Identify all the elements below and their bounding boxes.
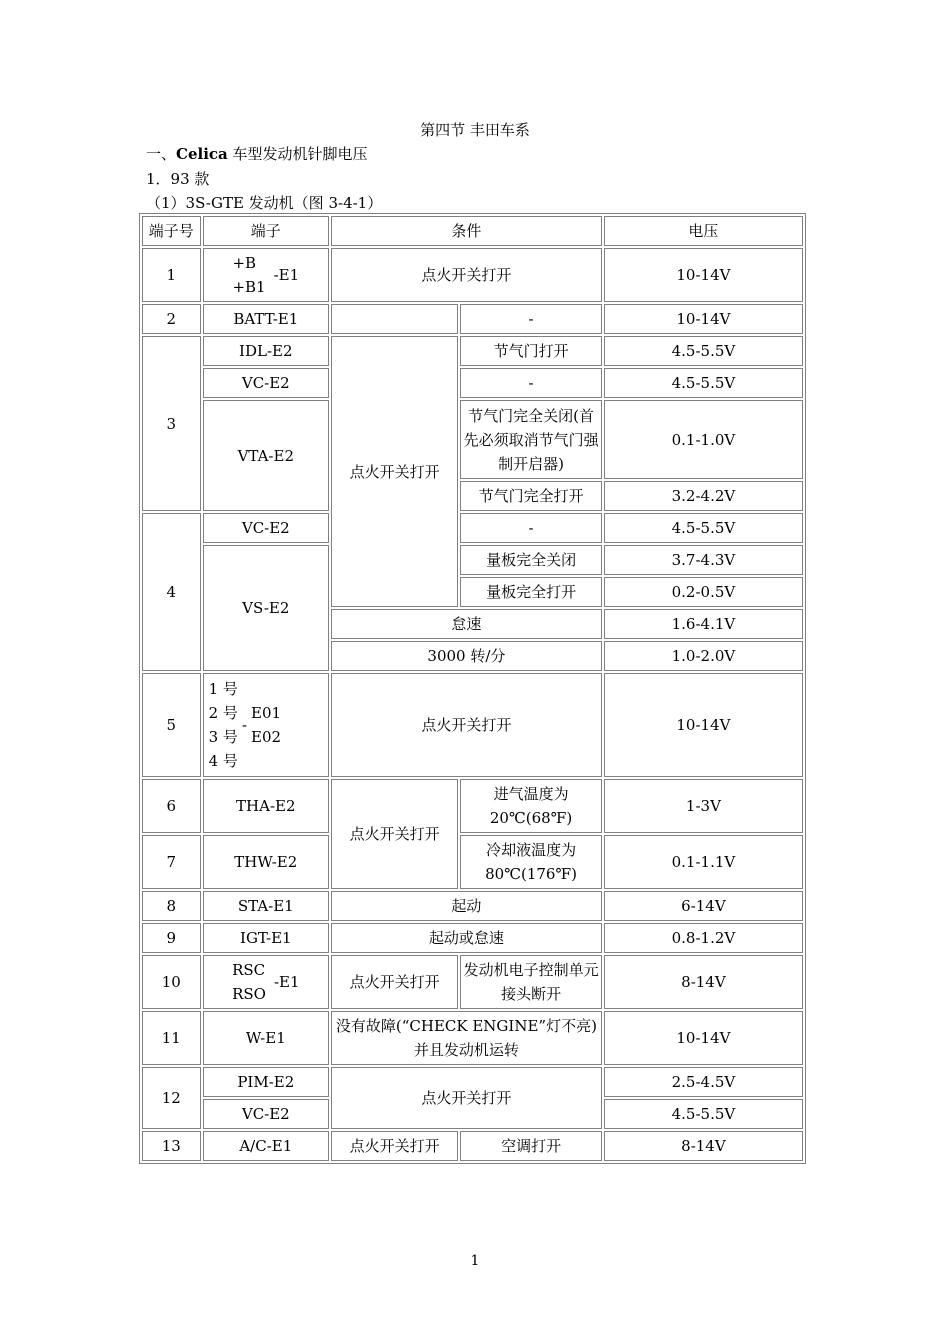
cell-voltage: 10-14V: [604, 248, 803, 302]
cell-terminal: THA-E2: [203, 779, 329, 833]
terminal-dash: -: [241, 716, 248, 734]
subsection-heading: 1．93 款: [146, 170, 210, 188]
table-row: [142, 1011, 803, 1065]
cell-voltage: 3.7-4.3V: [604, 545, 803, 575]
cell-voltage: 10-14V: [604, 673, 803, 777]
cell-no: 4: [142, 513, 201, 671]
cell-terminal: THW-E2: [203, 835, 329, 889]
cell-terminal: VC-E2: [203, 513, 329, 543]
cell-condition: 发动机电子控制单元接头断开: [460, 955, 602, 1009]
cell-condition: 节气门打开: [460, 336, 602, 366]
pin-voltage-table: [139, 213, 806, 1164]
cell-voltage: 4.5-5.5V: [604, 513, 803, 543]
cell-terminal: A/C-E1: [203, 1131, 329, 1161]
cell-no: 9: [142, 923, 201, 953]
cell-condition: 3000 转/分: [331, 641, 602, 671]
cell-condition: -: [460, 513, 602, 543]
terminal-b1: +B1: [232, 278, 266, 296]
cell-voltage: 0.1-1.0V: [604, 400, 803, 479]
terminal-rso: RSO: [232, 985, 266, 1003]
section-heading-model: Celica: [176, 145, 228, 163]
terminal-e02: E02: [251, 728, 282, 746]
cell-no: 7: [142, 835, 201, 889]
cell-terminal: IGT-E1: [203, 923, 329, 953]
table-row: [142, 248, 803, 302]
cell-voltage: 1.0-2.0V: [604, 641, 803, 671]
cell-condition: 起动或怠速: [331, 923, 602, 953]
cell-condition: 点火开关打开: [331, 1067, 602, 1129]
cell-terminal: VC-E2: [203, 368, 329, 398]
cell-no: 1: [142, 248, 201, 302]
page-number: 1: [470, 1253, 480, 1269]
section-heading: [146, 144, 368, 164]
section-heading-prefix: 一、: [146, 145, 177, 163]
cell-no: 2: [142, 304, 201, 334]
cell-voltage: 4.5-5.5V: [604, 368, 803, 398]
cell-terminal: VTA-E2: [203, 400, 329, 511]
cell-condition: 没有故障(“CHECK ENGINE”灯不亮)并且发动机运转: [331, 1011, 602, 1065]
terminal-suffix: -E1: [273, 973, 300, 991]
cell-terminal: VC-E2: [203, 1099, 329, 1129]
terminal-rsc: RSC: [232, 961, 266, 979]
cell-no: 5: [142, 673, 201, 777]
cell-condition-shared: 点火开关打开: [331, 779, 458, 889]
cell-voltage: 6-14V: [604, 891, 803, 921]
table-row: [142, 1131, 803, 1161]
cell-no: 8: [142, 891, 201, 921]
cell-condition: -: [460, 368, 602, 398]
cell-no: 13: [142, 1131, 201, 1161]
table-row: [142, 336, 803, 366]
table-row: [142, 304, 803, 334]
table-row: [142, 891, 803, 921]
cell-condition-shared: 点火开关打开: [331, 336, 458, 607]
cell-voltage: 0.8-1.2V: [604, 923, 803, 953]
header-terminal-no: 端子号: [142, 216, 201, 246]
terminal-1: 1 号: [208, 680, 238, 698]
terminal-4: 4 号: [208, 752, 238, 770]
table-row: [142, 955, 803, 1009]
cell-condition: 点火开关打开: [331, 673, 602, 777]
cell-condition: -: [460, 304, 602, 334]
cell-voltage: 10-14V: [604, 1011, 803, 1065]
cell-no: 11: [142, 1011, 201, 1065]
cell-condition: 量板完全关闭: [460, 545, 602, 575]
cell-terminal: PIM-E2: [203, 1067, 329, 1097]
cell-voltage: 4.5-5.5V: [604, 336, 803, 366]
cell-condition: 节气门完全关闭(首先必须取消节气门强制开启器): [460, 400, 602, 479]
cell-condition: 点火开关打开: [331, 248, 602, 302]
cell-no: 10: [142, 955, 201, 1009]
table-row: [142, 923, 803, 953]
engine-heading: （1）3S-GTE 发动机（图 3-4-1）: [146, 194, 383, 212]
section-heading-rest: 车型发动机针脚电压: [227, 145, 368, 163]
table-row: [142, 835, 803, 889]
cell-voltage: 0.2-0.5V: [604, 577, 803, 607]
cell-voltage: 2.5-4.5V: [604, 1067, 803, 1097]
cell-terminal: [203, 955, 329, 1009]
table-row: [142, 545, 803, 575]
cell-voltage: 3.2-4.2V: [604, 481, 803, 511]
cell-terminal: W-E1: [203, 1011, 329, 1065]
table-row: [142, 368, 803, 398]
terminal-suffix: -E1: [273, 266, 300, 284]
table-row: [142, 513, 803, 543]
cell-condition: 量板完全打开: [460, 577, 602, 607]
cell-voltage: 4.5-5.5V: [604, 1099, 803, 1129]
table-row: [142, 779, 803, 833]
cell-voltage: 8-14V: [604, 955, 803, 1009]
cell-voltage: 1.6-4.1V: [604, 609, 803, 639]
header-condition: 条件: [331, 216, 602, 246]
terminal-b: +B: [232, 254, 257, 272]
table-row: [142, 1067, 803, 1097]
cell-voltage: 1-3V: [604, 779, 803, 833]
table-row: [142, 673, 803, 777]
header-voltage: 电压: [604, 216, 803, 246]
cell-voltage: 8-14V: [604, 1131, 803, 1161]
header-terminal: 端子: [203, 216, 329, 246]
cell-no: 3: [142, 336, 201, 511]
cell-condition: 点火开关打开: [331, 955, 458, 1009]
cell-terminal: [203, 248, 329, 302]
cell-terminal: STA-E1: [203, 891, 329, 921]
cell-terminal: [203, 673, 329, 777]
cell-voltage: 10-14V: [604, 304, 803, 334]
cell-condition: 节气门完全打开: [460, 481, 602, 511]
cell-voltage: 0.1-1.1V: [604, 835, 803, 889]
cell-condition-empty: [331, 304, 458, 334]
table-header-row: [142, 216, 803, 246]
cell-terminal: BATT-E1: [203, 304, 329, 334]
cell-condition: 空调打开: [460, 1131, 602, 1161]
terminal-2: 2 号: [208, 704, 238, 722]
table-row: [142, 400, 803, 479]
cell-condition: 进气温度为 20℃(68℉): [460, 779, 602, 833]
terminal-e01: E01: [251, 704, 282, 722]
cell-terminal: IDL-E2: [203, 336, 329, 366]
cell-no: 6: [142, 779, 201, 833]
cell-no: 12: [142, 1067, 201, 1129]
cell-terminal: VS-E2: [203, 545, 329, 671]
page-title: 第四节 丰田车系: [420, 121, 530, 139]
terminal-3: 3 号: [208, 728, 238, 746]
cell-condition: 起动: [331, 891, 602, 921]
cell-condition: 怠速: [331, 609, 602, 639]
cell-condition: 点火开关打开: [331, 1131, 458, 1161]
cell-condition: 冷却液温度为 80℃(176℉): [460, 835, 602, 889]
